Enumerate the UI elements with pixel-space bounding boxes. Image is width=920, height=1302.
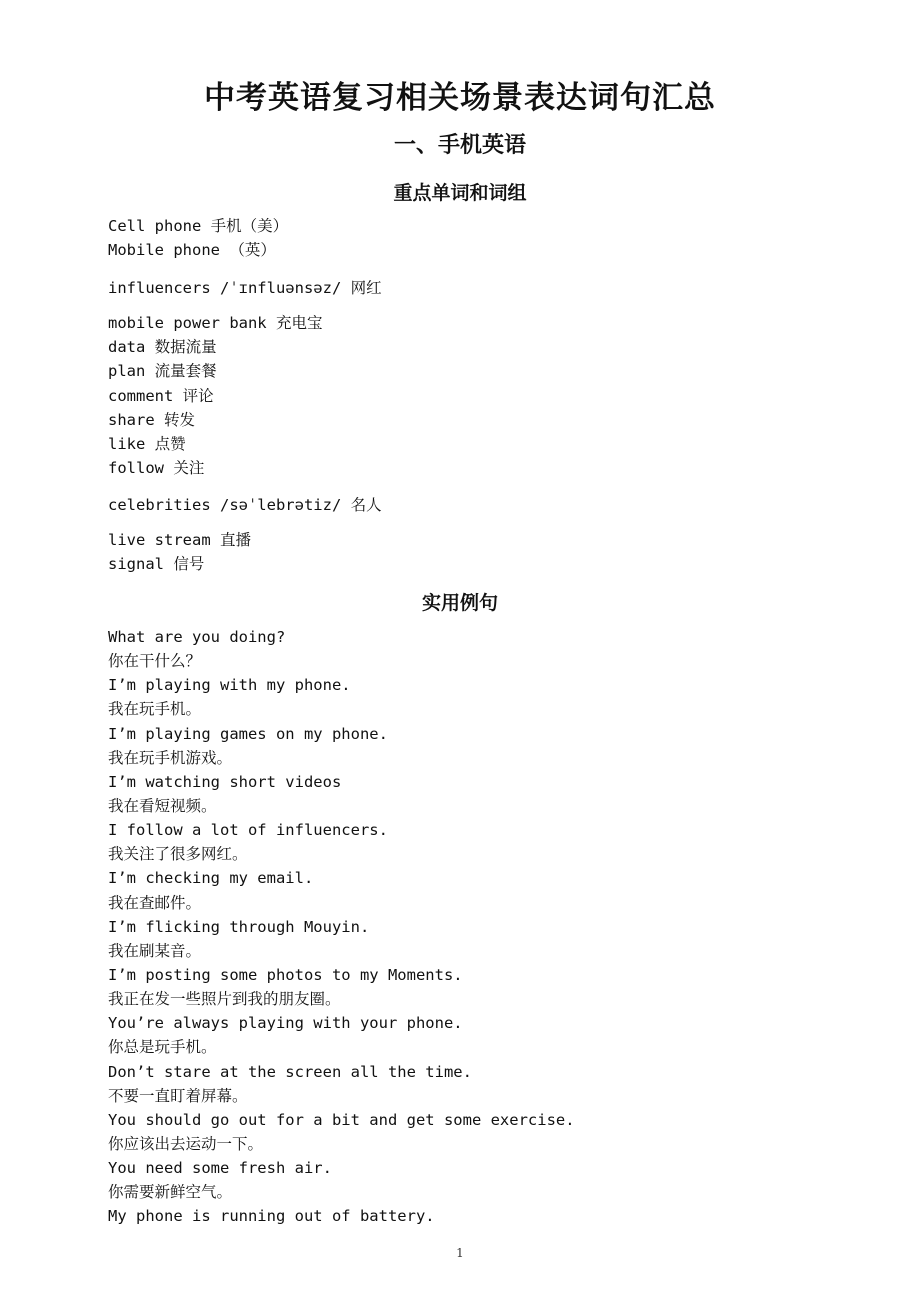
example-english: I’m posting some photos to my Moments.: [108, 965, 463, 984]
example-english: My phone is running out of battery.: [108, 1207, 435, 1226]
vocab-item: influencers /ˈɪnfluənsəz/ 网红: [108, 279, 382, 297]
example-english: I follow a lot of influencers.: [108, 821, 388, 840]
vocab-group-3: [108, 311, 322, 480]
example-english: Don’t stare at the screen all the time.: [108, 1062, 472, 1081]
example-english: What are you doing?: [108, 628, 286, 646]
example-chinese: 我正在发一些照片到我的朋友圈。: [108, 990, 341, 1009]
vocab-item: plan 流量套餐: [108, 362, 217, 381]
vocab-item: comment 评论: [108, 386, 214, 405]
example-chinese: 你需要新鲜空气。: [108, 1183, 233, 1202]
example-english: I’m playing with my phone.: [108, 676, 351, 695]
vocab-item: share 转发: [108, 410, 195, 429]
vocab-group-2: [108, 276, 382, 300]
example-chinese: 我在刷某音。: [108, 941, 202, 960]
vocab-item: Mobile phone （英）: [108, 241, 276, 260]
example-chinese: 你总是玩手机。: [108, 1038, 217, 1057]
vocab-group-5: [108, 528, 251, 576]
section-heading: 一、手机英语: [393, 132, 526, 158]
page-number: 1: [456, 1246, 464, 1260]
example-chinese: 我在查邮件。: [108, 893, 202, 912]
vocab-group-4: [108, 493, 382, 517]
example-english: I’m playing games on my phone.: [108, 724, 388, 743]
example-chinese: 你在干什么？: [108, 652, 202, 671]
vocab-item: Cell phone 手机（美）: [108, 217, 289, 235]
example-english: You should go out for a bit and get some exercise.: [108, 1110, 575, 1129]
example-english: You’re always playing with your phone.: [108, 1014, 463, 1033]
example-chinese: 我在玩手机游戏。: [108, 748, 233, 767]
vocab-item: data 数据流量: [108, 338, 217, 357]
document-title: 中考英语复习相关场景表达词句汇总: [204, 80, 716, 116]
vocab-item: live stream 直播: [108, 531, 251, 549]
example-english: I’m watching short videos: [108, 772, 342, 791]
example-chinese: 我关注了很多网红。: [108, 845, 248, 864]
vocab-item: celebrities /səˈlebrətiz/ 名人: [108, 496, 382, 514]
vocab-heading: 重点单词和词组: [393, 182, 527, 204]
example-english: I’m checking my email.: [108, 869, 314, 888]
example-chinese: 你应该出去运动一下。: [108, 1134, 264, 1153]
vocab-item: follow 关注: [108, 459, 205, 478]
vocab-item: signal 信号: [108, 555, 205, 574]
example-sentence-list: [108, 625, 575, 1229]
vocab-group-1: [108, 214, 288, 262]
example-chinese: 我在看短视频。: [108, 796, 217, 815]
vocab-item: mobile power bank 充电宝: [108, 314, 323, 332]
examples-heading: 实用例句: [421, 592, 498, 614]
example-english: I’m flicking through Mouyin.: [108, 917, 370, 936]
example-english: You need some fresh air.: [108, 1159, 332, 1178]
vocab-item: like 点赞: [108, 434, 186, 453]
example-chinese: 不要一直盯着屏幕。: [108, 1086, 248, 1105]
example-chinese: 我在玩手机。: [108, 700, 202, 719]
